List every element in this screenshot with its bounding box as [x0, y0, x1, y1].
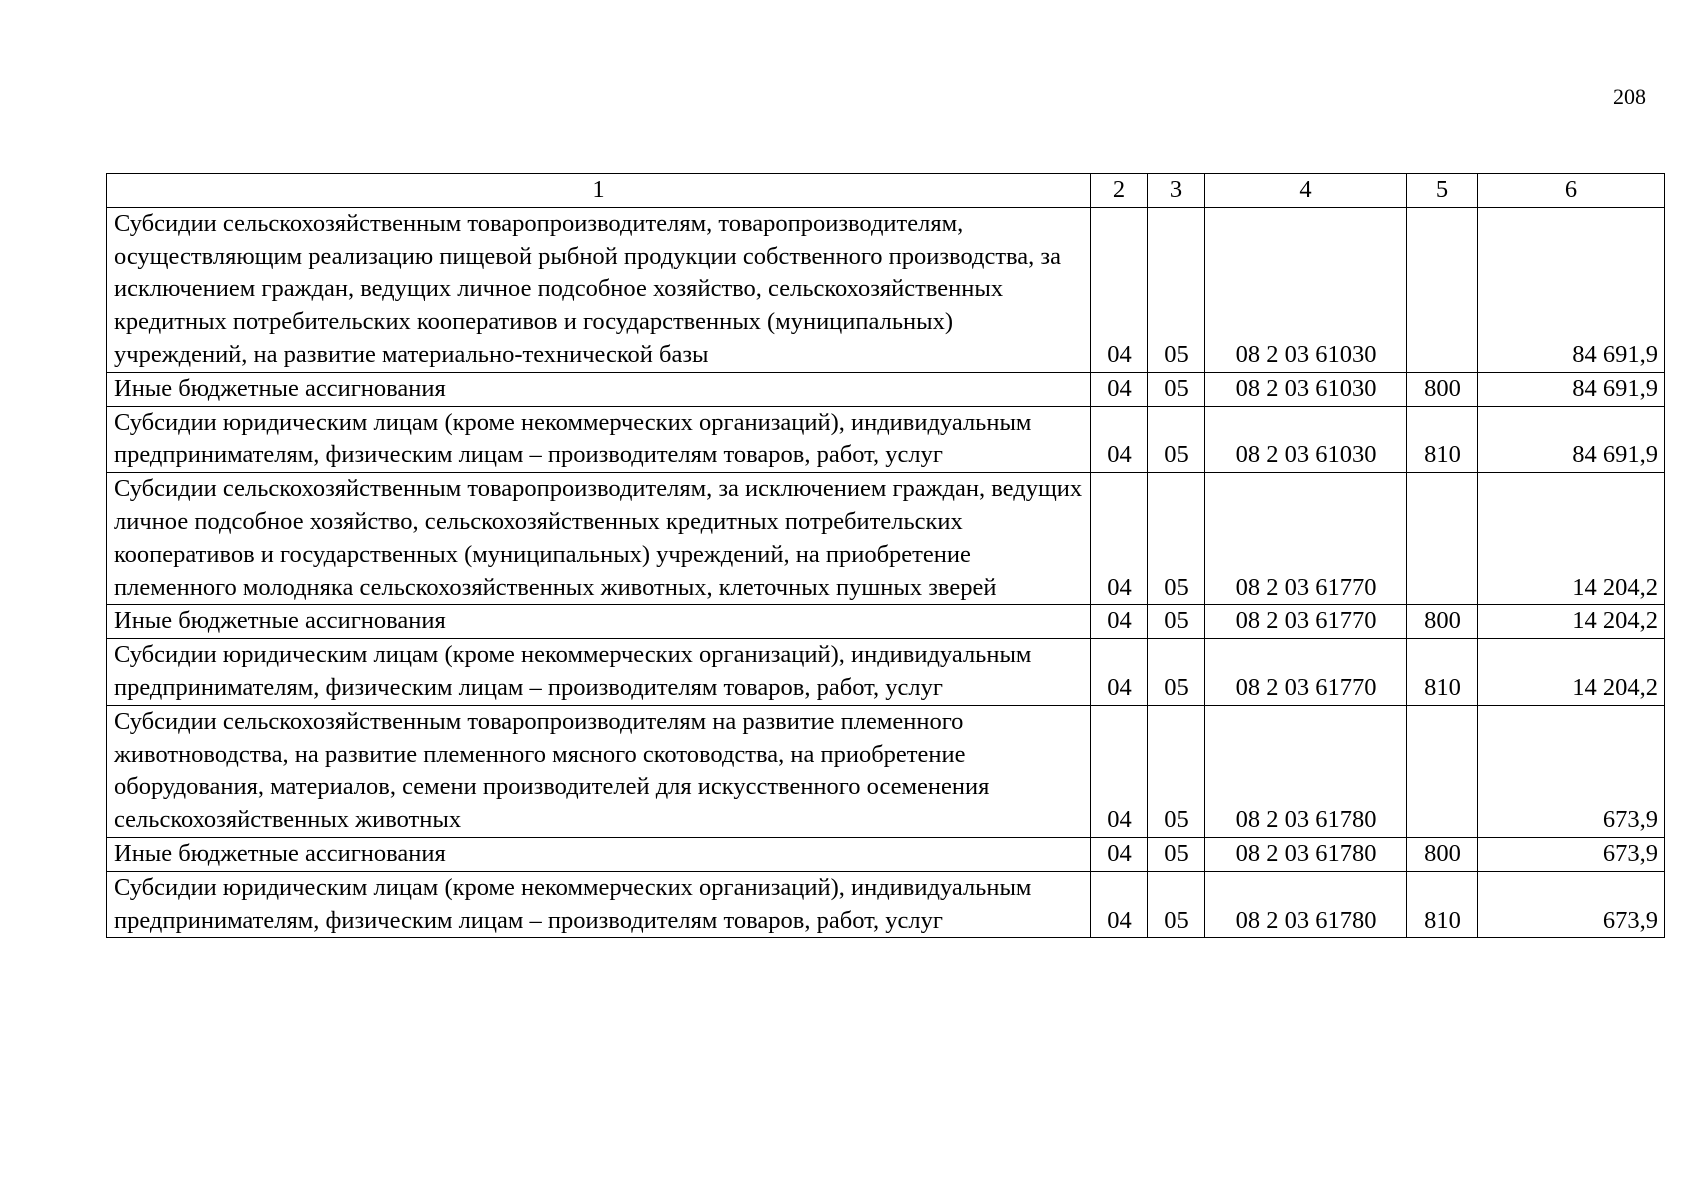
row-name: Иные бюджетные ассигнования [107, 837, 1091, 871]
row-csr: 08 2 03 61770 [1205, 639, 1407, 706]
row-pr: 05 [1148, 207, 1205, 372]
row-csr: 08 2 03 61030 [1205, 207, 1407, 372]
row-vr: 810 [1407, 406, 1478, 473]
row-sum: 84 691,9 [1478, 372, 1665, 406]
table-row [107, 473, 1665, 605]
row-sum: 14 204,2 [1478, 639, 1665, 706]
row-pr: 05 [1148, 639, 1205, 706]
row-rz: 04 [1091, 372, 1148, 406]
header-col-3: 3 [1148, 174, 1205, 208]
row-pr: 05 [1148, 473, 1205, 605]
row-sum: 673,9 [1478, 871, 1665, 938]
row-rz: 04 [1091, 639, 1148, 706]
row-sum: 84 691,9 [1478, 207, 1665, 372]
row-name: Субсидии юридическим лицам (кроме некоммерческих организаций), индивидуальным предпринимателям, физическим лицам – производителям товаров, работ, услуг [107, 406, 1091, 473]
row-csr: 08 2 03 61770 [1205, 605, 1407, 639]
row-vr: 810 [1407, 871, 1478, 938]
header-col-6: 6 [1478, 174, 1665, 208]
row-csr: 08 2 03 61030 [1205, 372, 1407, 406]
row-pr: 05 [1148, 837, 1205, 871]
row-rz: 04 [1091, 406, 1148, 473]
row-rz: 04 [1091, 705, 1148, 837]
row-sum: 673,9 [1478, 837, 1665, 871]
row-csr: 08 2 03 61780 [1205, 705, 1407, 837]
row-sum: 14 204,2 [1478, 605, 1665, 639]
row-name: Субсидии сельскохозяйственным товаропроизводителям, товаропроизводителям, осуществляющим реализацию пищевой рыбной продукции собственного производства, за исключением граждан, ведущих личное подсобное хозяйство, сельскохозяйственных кредитных потребительских кооперативов и государственных (муниципальных) учреждений, на развитие материально-технической базы [107, 207, 1091, 372]
row-rz: 04 [1091, 837, 1148, 871]
header-col-2: 2 [1091, 174, 1148, 208]
row-csr: 08 2 03 61780 [1205, 871, 1407, 938]
row-csr: 08 2 03 61030 [1205, 406, 1407, 473]
header-col-1: 1 [107, 174, 1091, 208]
row-name: Субсидии сельскохозяйственным товаропроизводителям, за исключением граждан, ведущих личное подсобное хозяйство, сельскохозяйственных кредитных потребительских кооперативов и государственных (муниципальных) учреждений, на приобретение племенного молодняка сельскохозяйственных животных, клеточных пушных зверей [107, 473, 1091, 605]
row-sum: 14 204,2 [1478, 473, 1665, 605]
header-col-4: 4 [1205, 174, 1407, 208]
table-row [107, 406, 1665, 473]
table-row [107, 605, 1665, 639]
row-vr: 800 [1407, 837, 1478, 871]
row-vr [1407, 705, 1478, 837]
row-csr: 08 2 03 61780 [1205, 837, 1407, 871]
header-col-5: 5 [1407, 174, 1478, 208]
budget-table [106, 173, 1665, 938]
row-pr: 05 [1148, 871, 1205, 938]
table-row [107, 207, 1665, 372]
table-row [107, 871, 1665, 938]
row-vr [1407, 473, 1478, 605]
table-row [107, 372, 1665, 406]
row-vr [1407, 207, 1478, 372]
row-rz: 04 [1091, 207, 1148, 372]
row-rz: 04 [1091, 473, 1148, 605]
row-name: Иные бюджетные ассигнования [107, 372, 1091, 406]
table-row [107, 705, 1665, 837]
row-pr: 05 [1148, 605, 1205, 639]
row-pr: 05 [1148, 372, 1205, 406]
row-name: Субсидии юридическим лицам (кроме некоммерческих организаций), индивидуальным предпринимателям, физическим лицам – производителям товаров, работ, услуг [107, 871, 1091, 938]
row-name: Субсидии сельскохозяйственным товаропроизводителям на развитие племенного животноводства, на развитие племенного мясного скотоводства, на приобретение оборудования, материалов, семени производителей для искусственного осеменения сельскохозяйственных животных [107, 705, 1091, 837]
table-row [107, 837, 1665, 871]
row-pr: 05 [1148, 705, 1205, 837]
table-row [107, 639, 1665, 706]
page-number: 208 [1613, 84, 1646, 109]
row-csr: 08 2 03 61770 [1205, 473, 1407, 605]
row-pr: 05 [1148, 406, 1205, 473]
row-sum: 673,9 [1478, 705, 1665, 837]
row-rz: 04 [1091, 605, 1148, 639]
row-vr: 800 [1407, 372, 1478, 406]
row-rz: 04 [1091, 871, 1148, 938]
header-row [107, 174, 1665, 208]
row-vr: 800 [1407, 605, 1478, 639]
row-vr: 810 [1407, 639, 1478, 706]
row-name: Субсидии юридическим лицам (кроме некоммерческих организаций), индивидуальным предпринимателям, физическим лицам – производителям товаров, работ, услуг [107, 639, 1091, 706]
row-sum: 84 691,9 [1478, 406, 1665, 473]
row-name: Иные бюджетные ассигнования [107, 605, 1091, 639]
